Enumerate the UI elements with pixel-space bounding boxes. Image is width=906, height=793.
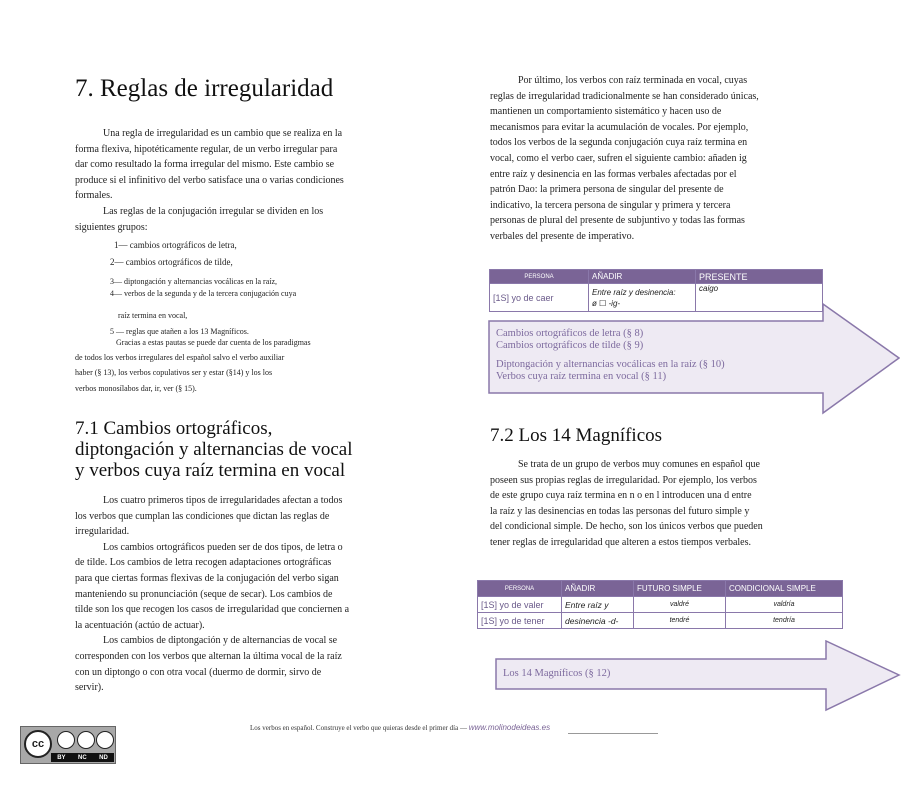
footer: [250, 723, 550, 732]
text-line: vocal, como el verbo caer, sufren el siguiente cambio: añaden ig: [490, 152, 747, 164]
table-cell: Entre raíz y: [562, 597, 634, 613]
text-line: patrón Dao: la primera persona de singular del presente de: [490, 184, 724, 196]
license-label: ND: [99, 754, 108, 761]
table-cell: [1S] yo de caer: [490, 284, 589, 312]
text-line: Por último, los verbos con raíz terminada en vocal, cuyas: [518, 75, 748, 86]
nc-icon: [77, 731, 95, 749]
table-header: AÑADIR: [562, 581, 634, 597]
table-header: AÑADIR: [589, 270, 696, 284]
text-line: verbos monosílabos dar, ir, ver (§ 15).: [75, 383, 197, 393]
text-line: siguientes grupos:: [75, 221, 148, 233]
text-line: verbales del presente de imperativo.: [490, 230, 635, 242]
text-line: con un diptongo o con otra vocal (duermo de dormir, sirvo de: [75, 666, 322, 678]
group-item: 2— cambios ortográficos de tilde,: [110, 257, 233, 267]
table-cell: valdría: [726, 597, 843, 613]
text-line: corresponden con los verbos que alternan la última vocal de la raíz: [75, 650, 342, 662]
table-cell: [1S] yo de valer: [478, 597, 562, 613]
arrow-links: [496, 328, 796, 383]
section-72-body: [490, 457, 810, 551]
footer-divider: [568, 733, 658, 734]
text-line: Gracias a estas pautas se puede dar cuenta de los paradigmas: [116, 338, 311, 347]
text-line: Los cambios de diptongación y de alternancias de vocal se: [103, 635, 338, 647]
heading-line: y verbos cuya raíz termina en vocal: [75, 460, 346, 481]
cc-license-badge[interactable]: [20, 726, 116, 764]
text-line: todos los verbos de la segunda conjugación cuya raíz termina en: [490, 137, 748, 149]
text-line: poseen sus propias reglas de irregularidad. Por ejemplo, los verbos: [490, 474, 757, 486]
section-71-body: [75, 493, 410, 696]
closing-paragraph: [75, 335, 415, 396]
table-header: PERSONA: [490, 270, 589, 284]
section-link[interactable]: Cambios ortográficos de tilde (§ 9): [496, 340, 644, 351]
text-line: dar como resultado la forma irregular del mismo. Este cambio se: [75, 159, 335, 171]
group-item: 1— cambios ortográficos de letra,: [114, 240, 237, 250]
right-intro-paragraph: [490, 73, 800, 245]
table-cell: tendré: [634, 613, 726, 629]
text-line: Una regla de irregularidad es un cambio que se realiza en la: [103, 128, 343, 139]
magnificos-table: [477, 580, 843, 629]
text-line: manteniendo su pronunciación (seque de secar). Los cambios de: [75, 588, 333, 600]
text-line: irregularidad.: [75, 526, 130, 538]
text-line: formales.: [75, 190, 113, 202]
group-item: 4— verbos de la segunda y de la tercera conjugación cuya: [110, 289, 297, 298]
section-link[interactable]: Verbos cuya raíz termina en vocal (§ 11): [496, 371, 667, 382]
text-line: reglas de irregularidad tradicionalmente se han considerado únicas,: [490, 90, 759, 102]
text-line: servir).: [75, 682, 104, 694]
section-71-heading: [75, 418, 405, 481]
text-line: personas de plural del presente de subjuntivo y todas las formas: [490, 215, 745, 227]
table-cell: tendría: [726, 613, 843, 629]
text-line: Se trata de un grupo de verbos muy comunes en español que: [518, 459, 760, 470]
text-line: mantienen un comportamiento sistemático y hacen uso de: [490, 106, 722, 118]
groups-list: [110, 237, 410, 338]
table-header: PRESENTE: [696, 270, 823, 284]
license-labels: [51, 753, 114, 762]
text-line: Los cuatro primeros tipos de irregularidades afectan a todos: [103, 495, 343, 506]
heading-line: 7.1 Cambios ortográficos,: [75, 418, 273, 439]
section-link[interactable]: Diptongación y alternancias vocálicas en la raíz (§ 10): [496, 359, 725, 370]
page-title: 7. Reglas de irregularidad: [75, 75, 334, 102]
text-line: la acentuación (actúo de actuar).: [75, 619, 205, 631]
text-line: del condicional simple. De hecho, son los únicos verbos que pueden: [490, 521, 763, 533]
text-line: la raíz y las desinencias en todas las personas del futuro simple y: [490, 505, 750, 517]
text-line: forma flexiva, hipotéticamente regular, de un verbo irregular para: [75, 143, 338, 155]
group-item: 5 — reglas que atañen a los 13 Magníficos.: [110, 327, 249, 336]
text-line: produce si el infinitivo del verbo satisface una o varias condiciones: [75, 174, 344, 186]
section-link[interactable]: Cambios ortográficos de letra (§ 8): [496, 328, 644, 339]
text-line: indicativo, la tercera persona de singular y primera y tercera: [490, 199, 731, 211]
heading-line: diptongación y alternancias de vocal: [75, 439, 353, 460]
text-line: para que ciertas formas flexivas de la conjugación del verbo sigan: [75, 572, 339, 584]
text-line: haber (§ 13), los verbos copulativos ser y estar (§14) y los los: [75, 368, 273, 378]
table-cell: desinencia -d-: [562, 613, 634, 629]
group-item: raíz termina en vocal,: [118, 311, 188, 320]
text-line: entre raíz y desinencia en las formas verbales afectadas por el: [490, 168, 737, 180]
text-line: Las reglas de la conjugación irregular se dividen en los: [103, 205, 324, 217]
table-header: CONDICIONAL SIMPLE: [726, 581, 843, 597]
footer-link[interactable]: www.molinodeideas.es: [468, 723, 551, 732]
table-cell: caigo: [696, 284, 823, 312]
license-label: NC: [78, 754, 87, 761]
text-line: mecanismos para evitar la acumulación de vocales. Por ejemplo,: [490, 121, 749, 133]
table-cell: [1S] yo de tener: [478, 613, 562, 629]
text-line: tener reglas de irregularidad que alteren a estos tiempos verbales.: [490, 536, 752, 548]
text-line: los verbos que cumplan las condiciones que dictan las reglas de: [75, 510, 330, 522]
footer-text: Los verbos en español. Construye el verbo que quieras desde el primer día —: [250, 724, 467, 732]
cell-line: Entre raíz y desinencia:: [592, 287, 676, 297]
cell-line: ø ☐ -ig-: [592, 298, 621, 308]
text-line: de este grupo cuya raíz termina en n o en l introducen una d entre: [490, 490, 752, 502]
text-line: Los cambios ortográficos pueden ser de dos tipos, de letra o: [103, 541, 343, 553]
table-header: FUTURO SIMPLE: [634, 581, 726, 597]
table-header: PERSONA: [478, 581, 562, 597]
section-link[interactable]: Los 14 Magníficos (§ 12): [503, 668, 611, 679]
group-item: 3— diptongación y alternancias vocálicas en la raíz,: [110, 277, 278, 286]
nd-icon: [96, 731, 114, 749]
table-cell: valdré: [634, 597, 726, 613]
text-line: de tilde. Los cambios de letra recogen adaptaciones ortográficas: [75, 557, 332, 569]
text-line: tilde son los que recogen los casos de irregularidad que conciernen a: [75, 604, 350, 616]
intro-paragraph: [75, 126, 410, 235]
license-label: BY: [57, 754, 66, 761]
section-72-heading: 7.2 Los 14 Magníficos: [490, 425, 663, 446]
by-icon: [57, 731, 75, 749]
cc-icon: cc: [24, 730, 52, 758]
text-line: de todos los verbos irregulares del español salvo el verbo auxiliar: [75, 353, 285, 363]
